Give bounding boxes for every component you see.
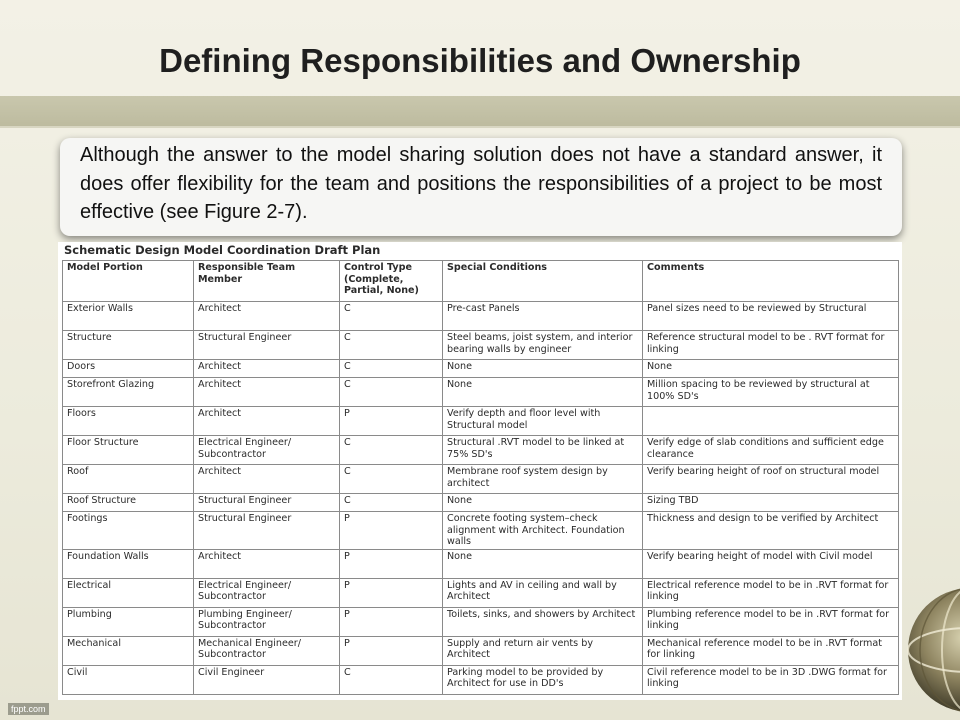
table-row (63, 578, 899, 607)
table-row (63, 436, 899, 465)
cell-control-type: C (340, 378, 443, 407)
cell-responsible-member: Architect (194, 407, 340, 436)
header-special-conditions: Special Conditions (443, 261, 643, 302)
cell-control-type: P (340, 636, 443, 665)
cell-control-type: C (340, 665, 443, 694)
cell-control-type: C (340, 360, 443, 378)
body-text: Although the answer to the model sharing solution does not have a standard answer, it does offer flexibility for the team and positions the responsibilities of a project to be most effective (see Figure 2-7). (80, 144, 882, 223)
table-row (63, 378, 899, 407)
table-row (63, 512, 899, 550)
cell-model-portion: Floors (63, 407, 194, 436)
cell-comments: Million spacing to be reviewed by structural at 100% SD's (643, 378, 899, 407)
header-divider (0, 126, 960, 128)
header-model-portion: Model Portion (63, 261, 194, 302)
cell-responsible-member: Structural Engineer (194, 512, 340, 550)
cell-special-conditions: Toilets, sinks, and showers by Architect (443, 607, 643, 636)
cell-responsible-member: Architect (194, 549, 340, 578)
table-row (63, 407, 899, 436)
cell-special-conditions: Parking model to be provided by Architect for use in DD's (443, 665, 643, 694)
cell-special-conditions: Supply and return air vents by Architect (443, 636, 643, 665)
cell-responsible-member: Architect (194, 302, 340, 331)
table-row (63, 665, 899, 694)
cell-responsible-member: Plumbing Engineer/ Subcontractor (194, 607, 340, 636)
table-body (63, 302, 899, 695)
cell-comments: Plumbing reference model to be in .RVT format for linking (643, 607, 899, 636)
table-row (63, 302, 899, 331)
cell-responsible-member: Structural Engineer (194, 494, 340, 512)
cell-comments: Civil reference model to be in 3D .DWG format for linking (643, 665, 899, 694)
cell-responsible-member: Electrical Engineer/ Subcontractor (194, 436, 340, 465)
cell-control-type: P (340, 578, 443, 607)
table-header-row (63, 261, 899, 302)
cell-model-portion: Exterior Walls (63, 302, 194, 331)
cell-model-portion: Foundation Walls (63, 549, 194, 578)
cell-model-portion: Mechanical (63, 636, 194, 665)
cell-responsible-member: Architect (194, 378, 340, 407)
fppt-logo: fppt.com (8, 703, 49, 715)
cell-control-type: P (340, 549, 443, 578)
cell-comments: Reference structural model to be . RVT format for linking (643, 331, 899, 360)
cell-special-conditions: Concrete footing system–check alignment with Architect. Foundation walls (443, 512, 643, 550)
table-row (63, 331, 899, 360)
cell-responsible-member: Architect (194, 360, 340, 378)
cell-responsible-member: Civil Engineer (194, 665, 340, 694)
cell-control-type: P (340, 607, 443, 636)
cell-special-conditions: Verify depth and floor level with Structural model (443, 407, 643, 436)
cell-comments: Verify edge of slab conditions and sufficient edge clearance (643, 436, 899, 465)
figure-2-7 (58, 242, 902, 700)
cell-comments: Sizing TBD (643, 494, 899, 512)
cell-comments: Verify bearing height of model with Civil model (643, 549, 899, 578)
cell-model-portion: Structure (63, 331, 194, 360)
cell-special-conditions: Pre-cast Panels (443, 302, 643, 331)
cell-special-conditions: None (443, 494, 643, 512)
cell-special-conditions: None (443, 360, 643, 378)
cell-model-portion: Floor Structure (63, 436, 194, 465)
cell-comments: Electrical reference model to be in .RVT format for linking (643, 578, 899, 607)
table-row (63, 549, 899, 578)
table-row (63, 360, 899, 378)
cell-responsible-member: Mechanical Engineer/ Subcontractor (194, 636, 340, 665)
cell-model-portion: Doors (63, 360, 194, 378)
cell-model-portion: Electrical (63, 578, 194, 607)
cell-control-type: C (340, 331, 443, 360)
cell-comments: Mechanical reference model to be in .RVT format for linking (643, 636, 899, 665)
slide-title: Defining Responsibilities and Ownership (159, 42, 801, 79)
cell-model-portion: Roof (63, 465, 194, 494)
cell-model-portion: Storefront Glazing (63, 378, 194, 407)
cell-model-portion: Plumbing (63, 607, 194, 636)
cell-control-type: C (340, 302, 443, 331)
cell-model-portion: Footings (63, 512, 194, 550)
cell-control-type: C (340, 494, 443, 512)
cell-responsible-member: Electrical Engineer/ Subcontractor (194, 578, 340, 607)
cell-special-conditions: None (443, 549, 643, 578)
header-responsible-member: Responsible Team Member (194, 261, 340, 302)
cell-comments (643, 407, 899, 436)
coordination-plan-table (62, 260, 899, 695)
cell-special-conditions: Steel beams, joist system, and interior bearing walls by engineer (443, 331, 643, 360)
cell-special-conditions: Membrane roof system design by architect (443, 465, 643, 494)
cell-special-conditions: None (443, 378, 643, 407)
body-text-box (60, 138, 902, 236)
cell-comments: Verify bearing height of roof on structural model (643, 465, 899, 494)
cell-special-conditions: Lights and AV in ceiling and wall by Architect (443, 578, 643, 607)
cell-comments: Panel sizes need to be reviewed by Structural (643, 302, 899, 331)
header-comments: Comments (643, 261, 899, 302)
cell-comments: None (643, 360, 899, 378)
cell-special-conditions: Structural .RVT model to be linked at 75% SD's (443, 436, 643, 465)
table-row (63, 607, 899, 636)
cell-control-type: P (340, 512, 443, 550)
cell-responsible-member: Structural Engineer (194, 331, 340, 360)
cell-control-type: C (340, 436, 443, 465)
table-row (63, 494, 899, 512)
table-row (63, 465, 899, 494)
header-control-type: Control Type (Complete, Partial, None) (340, 261, 443, 302)
cell-control-type: C (340, 465, 443, 494)
cell-model-portion: Roof Structure (63, 494, 194, 512)
header-band (0, 96, 960, 126)
figure-title: Schematic Design Model Coordination Draft Plan (64, 243, 381, 257)
table-row (63, 636, 899, 665)
cell-control-type: P (340, 407, 443, 436)
cell-comments: Thickness and design to be verified by Architect (643, 512, 899, 550)
cell-responsible-member: Architect (194, 465, 340, 494)
globe-decoration-icon (900, 580, 960, 720)
cell-model-portion: Civil (63, 665, 194, 694)
